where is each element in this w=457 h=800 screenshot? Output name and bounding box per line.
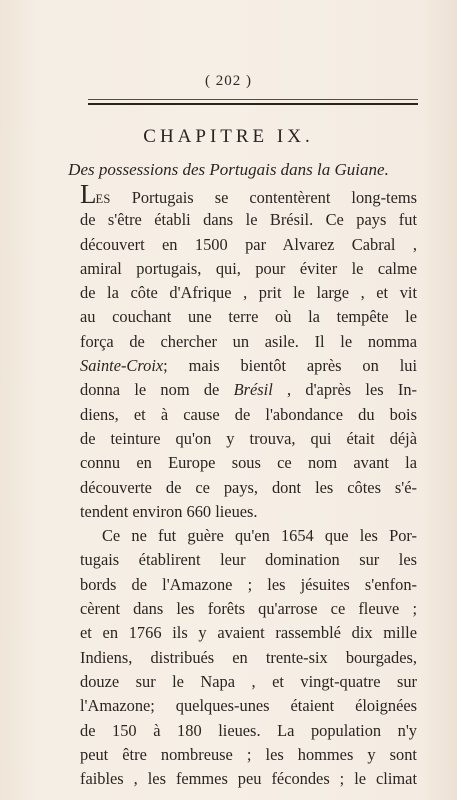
text-line bbox=[80, 378, 417, 402]
text-line: l'Amazone; quelques-unes étaient éloignées bbox=[80, 696, 417, 716]
text-line: amiral portugais, qui, pour éviter le calme bbox=[80, 258, 417, 278]
text-line: de teinture qu'on y trouva, qui était déjà bbox=[80, 428, 417, 448]
text-line: tendent environ 660 lieues. bbox=[80, 501, 258, 521]
page-number: ( 202 ) bbox=[205, 73, 252, 89]
text-line: de s'être établi dans le Brésil. Ce pays fut bbox=[80, 210, 417, 230]
text-line: peut être nombreuse ; les hommes y sont bbox=[80, 744, 417, 764]
text-line: faibles , les femmes peu fécondes ; le climat bbox=[80, 769, 417, 789]
chapter-title: CHAPITRE IX. bbox=[143, 126, 314, 147]
text-line: tugais établirent leur domination sur les bbox=[80, 550, 417, 570]
text-line: força de chercher un asile. Il le nomma bbox=[80, 331, 417, 351]
line-text: donna le nom de bbox=[80, 380, 234, 400]
text-line: de 150 à 180 lieues. La population n'y bbox=[80, 720, 417, 740]
text-line: douze sur le Napa , et vingt-quatre sur bbox=[80, 671, 417, 691]
line-text: ; mais bientôt après on lui bbox=[163, 356, 417, 376]
text-line: cèrent dans les forêts qu'arrose ce fleuve ; bbox=[80, 599, 417, 619]
text-line: Ce ne fut guère qu'en 1654 que les Por- bbox=[102, 526, 417, 546]
line-text: , d'après les In- bbox=[272, 380, 417, 400]
line-text: Portugais se contentèrent long-tems bbox=[110, 188, 417, 207]
text-line bbox=[80, 354, 417, 378]
text-line: diens, et à cause de l'abondance du bois bbox=[80, 404, 417, 424]
text-line: et en 1766 ils y avaient rassemblé dix mille bbox=[80, 623, 417, 643]
body-text bbox=[80, 179, 417, 791]
text-line: au couchant une terre où la tempête le bbox=[80, 307, 417, 327]
drop-cap-letter: L bbox=[80, 179, 97, 209]
text-line: découvert en 1500 par Alvarez Cabral , bbox=[80, 234, 417, 254]
chapter-subtitle: Des possessions des Portugais dans la Guiane. bbox=[68, 160, 389, 179]
first-word-smallcaps: ES bbox=[95, 192, 111, 206]
header-rule-thick bbox=[88, 103, 418, 105]
text-line bbox=[80, 179, 417, 209]
text-line: de la côte d'Afrique , prit le large , et vit bbox=[80, 283, 417, 303]
italic-place-name: Sainte-Croix bbox=[80, 356, 164, 376]
italic-place-name: Brésil bbox=[233, 380, 273, 400]
text-line: connu en Europe sous ce nom avant la bbox=[80, 453, 417, 473]
text-line: bords de l'Amazone ; les jésuites s'enfon- bbox=[80, 574, 417, 594]
text-line: découverte de ce pays, dont les côtes s'é- bbox=[80, 477, 417, 497]
header-rule-thin bbox=[88, 99, 418, 100]
text-line: Indiens, distribués en trente-six bourgades, bbox=[80, 647, 417, 667]
